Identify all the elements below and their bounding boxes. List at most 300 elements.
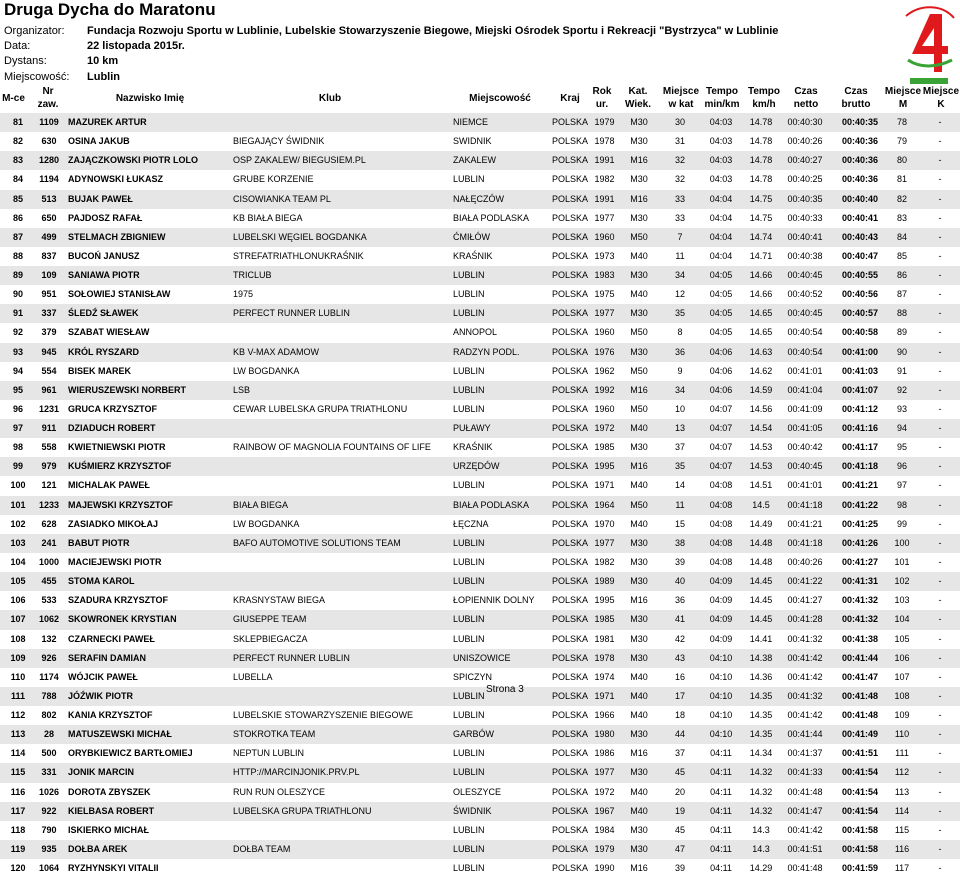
cell-year: 1971 <box>594 480 615 491</box>
cell-year: 1977 <box>594 537 615 548</box>
cell-bib: 961 <box>41 384 57 395</box>
cell-year: 1972 <box>594 423 615 434</box>
cell-place: 112 <box>10 710 26 721</box>
cell-place-m: 95 <box>896 442 907 453</box>
cell-place-cat: 32 <box>674 155 685 166</box>
cell-place: 81 <box>12 117 23 127</box>
cell-net-time: 00:41:44 <box>787 729 823 740</box>
cell-category: M16 <box>630 155 648 166</box>
info-row-place <box>4 70 778 85</box>
cell-name: GRUCA KRZYSZTOF <box>68 403 157 414</box>
cell-pace: 04:07 <box>709 423 733 434</box>
cell-year: 1995 <box>594 595 615 606</box>
cell-bib: 331 <box>41 767 57 778</box>
cell-place-cat: 32 <box>674 174 685 185</box>
cell-place-k: - <box>938 461 942 472</box>
cell-country: POLSKA <box>552 710 589 721</box>
cell-place-cat: 19 <box>674 805 685 816</box>
cell-gross-time: 00:41:38 <box>841 633 879 644</box>
cell-name: BUJAK PAWEŁ <box>68 193 133 204</box>
cell-city: GARBÓW <box>453 729 495 740</box>
cell-place: 108 <box>10 633 26 644</box>
cell-net-time: 00:41:18 <box>787 537 823 548</box>
cell-net-time: 00:40:45 <box>787 461 823 472</box>
cell-place-k: - <box>938 499 942 510</box>
cell-name: CZARNECKI PAWEŁ <box>68 633 155 644</box>
table-row <box>0 228 960 247</box>
cell-place-k: - <box>938 270 942 281</box>
cell-category: M40 <box>630 710 648 721</box>
cell-place-cat: 36 <box>674 346 685 357</box>
cell-bib: 1231 <box>38 403 60 414</box>
cell-name: WÓJCIK PAWEŁ <box>68 671 138 682</box>
cell-city: KRAŚNIK <box>453 250 493 261</box>
cell-year: 1966 <box>594 710 615 721</box>
cell-speed: 14.41 <box>749 633 773 644</box>
cell-gross-time: 00:40:36 <box>841 136 879 147</box>
info-value: Lublin <box>87 70 120 83</box>
cell-place-k: - <box>938 729 942 740</box>
cell-category: M50 <box>630 403 648 414</box>
cell-place-cat: 13 <box>674 423 685 434</box>
table-row <box>0 591 960 610</box>
cell-country: POLSKA <box>552 767 589 778</box>
cell-city: LUBLIN <box>453 174 485 185</box>
cell-country: POLSKA <box>552 270 589 281</box>
cell-year: 1978 <box>594 652 615 663</box>
cell-pace: 04:05 <box>709 270 733 281</box>
cell-place-m: 101 <box>894 556 910 567</box>
cell-place-cat: 37 <box>674 442 685 453</box>
cell-name: BISEK MAREK <box>68 365 132 376</box>
cell-pace: 04:08 <box>709 499 733 510</box>
cell-country: POLSKA <box>552 423 589 434</box>
cell-net-time: 00:40:52 <box>787 289 823 300</box>
cell-place: 115 <box>10 767 26 778</box>
cell-place-k: - <box>938 117 942 127</box>
cell-year: 1977 <box>594 308 615 319</box>
cell-gross-time: 00:41:07 <box>841 384 879 395</box>
cell-place-cat: 45 <box>674 767 685 778</box>
cell-club: SKLEPBIEGACZA <box>233 633 308 644</box>
cell-place-m: 86 <box>896 270 907 281</box>
cell-speed: 14.54 <box>749 423 773 434</box>
cell-name: MATUSZEWSKI MICHAŁ <box>68 729 172 740</box>
cell-year: 1970 <box>594 518 615 529</box>
cell-club: PERFECT RUNNER LUBLIN <box>233 652 350 663</box>
cell-pace: 04:05 <box>709 308 733 319</box>
cell-place: 96 <box>12 403 23 414</box>
cell-net-time: 00:40:41 <box>787 231 823 242</box>
cell-category: M30 <box>630 136 648 147</box>
cell-pace: 04:11 <box>710 748 732 759</box>
cell-year: 1983 <box>594 270 615 281</box>
table-row <box>0 515 960 534</box>
cell-city: SWIDNIK <box>453 136 492 147</box>
cell-name: ZASIADKO MIKOŁAJ <box>68 518 158 529</box>
cell-place-m: 113 <box>894 786 910 797</box>
table-row <box>0 840 960 859</box>
cell-name: MACIEJEWSKI PIOTR <box>68 556 162 567</box>
table-row <box>0 821 960 840</box>
table-row <box>0 304 960 323</box>
cell-city: LUBLIN <box>453 270 485 281</box>
cell-place-cat: 8 <box>677 327 683 338</box>
cell-gross-time: 00:40:40 <box>841 193 879 204</box>
cell-bib: 109 <box>41 270 57 281</box>
cell-bib: 922 <box>41 805 57 816</box>
cell-pace: 04:11 <box>710 863 732 874</box>
cell-gross-time: 00:40:47 <box>841 250 879 261</box>
cell-place-m: 80 <box>896 155 907 166</box>
cell-place-k: - <box>938 805 942 816</box>
cell-gross-time: 00:40:58 <box>841 327 879 338</box>
cell-place-cat: 30 <box>674 117 685 127</box>
cell-bib: 533 <box>41 595 57 606</box>
cell-club: NEPTUN LUBLIN <box>233 748 305 759</box>
cell-place-k: - <box>938 595 942 606</box>
cell-year: 1960 <box>594 403 615 414</box>
cell-net-time: 00:41:51 <box>787 843 823 854</box>
cell-place: 104 <box>10 556 26 567</box>
header-net-time: Czas netto <box>793 86 819 110</box>
cell-speed: 14.48 <box>749 556 773 567</box>
cell-gross-time: 00:41:27 <box>841 556 879 567</box>
table-row <box>0 170 960 189</box>
cell-pace: 04:09 <box>709 576 733 587</box>
cell-gross-time: 00:40:57 <box>841 308 879 319</box>
cell-country: POLSKA <box>552 155 589 166</box>
cell-place-k: - <box>938 671 942 682</box>
cell-bib: 837 <box>41 250 57 261</box>
cell-place-cat: 15 <box>674 518 685 529</box>
cell-place-m: 97 <box>896 480 907 491</box>
cell-place: 109 <box>10 652 26 663</box>
header-speed: Tempo km/h <box>747 86 781 110</box>
cell-speed: 14.56 <box>749 403 773 414</box>
cell-net-time: 00:41:01 <box>787 480 823 491</box>
cell-place-k: - <box>938 289 942 300</box>
cell-net-time: 00:41:09 <box>787 403 823 414</box>
cell-net-time: 00:40:45 <box>787 270 823 281</box>
table-row <box>0 802 960 821</box>
cell-country: POLSKA <box>552 614 589 625</box>
cell-name: PAJDOSZ RAFAŁ <box>68 212 143 223</box>
cell-place-k: - <box>938 327 942 338</box>
cell-place-k: - <box>938 633 942 644</box>
cell-country: POLSKA <box>552 518 589 529</box>
cell-gross-time: 00:41:54 <box>841 805 879 816</box>
cell-place-m: 93 <box>896 403 907 414</box>
cell-name: MAJEWSKI KRZYSZTOF <box>68 499 173 510</box>
cell-pace: 04:10 <box>709 710 733 721</box>
cell-category: M30 <box>630 576 648 587</box>
cell-net-time: 00:41:05 <box>787 423 823 434</box>
cell-place-k: - <box>938 423 942 434</box>
cell-year: 1971 <box>594 690 615 701</box>
cell-pace: 04:11 <box>710 824 732 835</box>
table-row <box>0 209 960 228</box>
cell-club: DOŁBA TEAM <box>233 843 291 854</box>
cell-place-k: - <box>938 556 942 567</box>
cell-net-time: 00:40:26 <box>787 556 823 567</box>
cell-name: MAZUREK ARTUR <box>68 117 147 127</box>
cell-category: M30 <box>630 556 648 567</box>
cell-year: 1989 <box>594 576 615 587</box>
cell-place-m: 81 <box>896 174 907 185</box>
cell-place: 91 <box>12 308 23 319</box>
cell-country: POLSKA <box>552 824 589 835</box>
cell-speed: 14.71 <box>749 250 773 261</box>
cell-bib: 945 <box>41 346 57 357</box>
cell-club: LUBELSKI WĘGIEL BOGDANKA <box>233 231 367 242</box>
cell-city: LUBLIN <box>453 748 485 759</box>
header-category: Kat. Wiek. <box>624 86 652 110</box>
cell-net-time: 00:41:27 <box>787 595 823 606</box>
cell-place-m: 78 <box>896 117 907 127</box>
cell-place: 87 <box>12 231 23 242</box>
cell-club: RAINBOW OF MAGNOLIA FOUNTAINS OF LIFE <box>233 442 431 453</box>
cell-place-cat: 31 <box>674 136 685 147</box>
cell-name: RYZHYNSKYI VITALII <box>68 863 159 874</box>
cell-place-m: 107 <box>894 671 910 682</box>
cell-club: LUBELLA <box>233 671 273 682</box>
cell-pace: 04:08 <box>709 480 733 491</box>
cell-pace: 04:04 <box>709 193 733 204</box>
cell-country: POLSKA <box>552 786 589 797</box>
table-row <box>0 247 960 266</box>
cell-gross-time: 00:41:51 <box>841 748 879 759</box>
cell-place-m: 104 <box>894 614 910 625</box>
table-row <box>0 534 960 553</box>
cell-category: M30 <box>630 346 648 357</box>
cell-net-time: 00:40:35 <box>787 193 823 204</box>
cell-club: STOKROTKA TEAM <box>233 729 316 740</box>
cell-place-k: - <box>938 442 942 453</box>
cell-year: 1992 <box>594 384 615 395</box>
cell-speed: 14.66 <box>749 270 773 281</box>
cell-country: POLSKA <box>552 250 589 261</box>
cell-city: ZAKALEW <box>453 155 497 166</box>
cell-bib: 132 <box>41 633 57 644</box>
cell-place-cat: 7 <box>677 231 683 242</box>
cell-pace: 04:04 <box>709 212 733 223</box>
cell-year: 1967 <box>594 805 615 816</box>
cell-name: JONIK MARCIN <box>68 767 135 778</box>
cell-category: M16 <box>630 863 648 874</box>
cell-place: 98 <box>12 442 23 453</box>
cell-place-k: - <box>938 480 942 491</box>
table-row <box>0 132 960 151</box>
cell-pace: 04:06 <box>709 365 733 376</box>
cell-pace: 04:05 <box>709 289 733 300</box>
cell-country: POLSKA <box>552 117 589 127</box>
cell-city: SPICZYN <box>453 671 493 682</box>
table-row <box>0 649 960 668</box>
table-row <box>0 687 960 706</box>
table-header <box>0 85 960 113</box>
cell-pace: 04:11 <box>710 805 732 816</box>
cell-place: 88 <box>12 250 23 261</box>
cell-net-time: 00:41:42 <box>787 652 823 663</box>
cell-place-m: 100 <box>894 537 910 548</box>
cell-pace: 04:03 <box>709 136 733 147</box>
cell-bib: 802 <box>41 710 57 721</box>
cell-city: LUBLIN <box>453 537 485 548</box>
cell-city: URZĘDÓW <box>453 461 500 472</box>
header-club: Klub <box>318 93 342 104</box>
cell-place-m: 106 <box>894 652 910 663</box>
cell-gross-time: 00:41:48 <box>841 710 879 721</box>
cell-speed: 14.63 <box>749 346 773 357</box>
cell-place: 95 <box>12 384 23 395</box>
cell-bib: 1064 <box>38 863 60 874</box>
cell-net-time: 00:40:33 <box>787 212 823 223</box>
table-row <box>0 572 960 591</box>
cell-name: SZADURA KRZYSZTOF <box>68 595 168 606</box>
cell-name: ŚLEDŹ SŁAWEK <box>68 308 139 319</box>
cell-bib: 911 <box>41 423 57 434</box>
cell-place-m: 96 <box>896 461 907 472</box>
cell-gross-time: 00:41:58 <box>841 824 879 835</box>
table-row <box>0 285 960 304</box>
cell-net-time: 00:40:38 <box>787 250 823 261</box>
table-row <box>0 457 960 476</box>
cell-club: LSB <box>233 384 251 395</box>
header-place-k: Miejsce K <box>922 86 960 110</box>
cell-year: 1991 <box>594 193 615 204</box>
cell-country: POLSKA <box>552 748 589 759</box>
cell-place-m: 92 <box>896 384 907 395</box>
header-place-cat: Miejsce w kat <box>662 86 700 110</box>
cell-city: LUBLIN <box>453 289 485 300</box>
cell-name: ADYNOWSKI ŁUKASZ <box>68 174 163 185</box>
cell-name: SANIAWA PIOTR <box>68 270 140 281</box>
cell-city: NIEMCE <box>453 117 489 127</box>
cell-net-time: 00:41:48 <box>787 786 823 797</box>
cell-name: DOROTA ZBYSZEK <box>68 786 151 797</box>
info-row-date <box>4 39 778 54</box>
cell-gross-time: 00:41:18 <box>841 461 879 472</box>
cell-speed: 14.5 <box>752 499 770 510</box>
info-label: Organizator: <box>4 25 65 38</box>
cell-name: DZIADUCH ROBERT <box>68 423 156 434</box>
cell-category: M30 <box>630 270 648 281</box>
cell-place-k: - <box>938 403 942 414</box>
cell-category: M30 <box>630 174 648 185</box>
cell-place-cat: 20 <box>674 786 685 797</box>
cell-club: CEWAR LUBELSKA GRUPA TRIATHLONU <box>233 403 408 414</box>
table-row <box>0 725 960 744</box>
cell-bib: 499 <box>41 231 57 242</box>
cell-pace: 04:04 <box>709 250 733 261</box>
cell-name: OSINA JAKUB <box>68 136 130 147</box>
cell-city: LUBLIN <box>453 843 485 854</box>
cell-place-m: 88 <box>896 308 907 319</box>
cell-category: M40 <box>630 250 648 261</box>
cell-club: HTTP://MARCINJONIK.PRV.PL <box>233 767 360 778</box>
cell-city: LUBLIN <box>453 365 485 376</box>
cell-speed: 14.53 <box>749 461 773 472</box>
cell-bib: 1233 <box>38 499 60 510</box>
info-value: Fundacja Rozwoju Sportu w Lublinie, Lubelskie Stowarzyszenie Biegowe, Miejski Ośrodek Sportu i Rekreacji "Bystrzyca" w Lublinie <box>87 25 779 38</box>
cell-place: 94 <box>12 365 23 376</box>
cell-pace: 04:06 <box>709 384 733 395</box>
table-row <box>0 706 960 725</box>
cell-name: SERAFIN DAMIAN <box>68 652 146 663</box>
table-row <box>0 113 960 132</box>
cell-place-cat: 9 <box>677 365 683 376</box>
cell-category: M30 <box>630 633 648 644</box>
cell-place-k: - <box>938 174 942 185</box>
cell-name: ORYBKIEWICZ BARTŁOMIEJ <box>68 748 193 759</box>
cell-place-cat: 11 <box>675 250 685 261</box>
cell-category: M50 <box>630 327 648 338</box>
cell-net-time: 00:40:27 <box>787 155 823 166</box>
cell-country: POLSKA <box>552 461 589 472</box>
cell-net-time: 00:41:21 <box>787 518 823 529</box>
cell-place-m: 82 <box>896 193 907 204</box>
cell-name: STELMACH ZBIGNIEW <box>68 231 166 242</box>
cell-place: 103 <box>10 537 26 548</box>
cell-net-time: 00:41:48 <box>787 863 823 874</box>
cell-speed: 14.53 <box>749 442 773 453</box>
cell-gross-time: 00:41:26 <box>841 537 879 548</box>
cell-pace: 04:07 <box>709 403 733 414</box>
cell-net-time: 00:41:01 <box>787 365 823 376</box>
event-logo <box>900 2 958 88</box>
cell-pace: 04:10 <box>709 652 733 663</box>
cell-city: LUBLIN <box>453 384 485 395</box>
cell-city: LUBLIN <box>453 403 485 414</box>
cell-category: M16 <box>630 461 648 472</box>
cell-gross-time: 00:40:35 <box>841 117 879 127</box>
cell-place-cat: 33 <box>674 193 685 204</box>
cell-pace: 04:04 <box>709 231 733 242</box>
cell-name: BABUT PIOTR <box>68 537 130 548</box>
cell-place: 89 <box>12 270 23 281</box>
cell-place-cat: 33 <box>674 212 685 223</box>
cell-net-time: 00:40:45 <box>787 308 823 319</box>
cell-category: M30 <box>630 212 648 223</box>
cell-category: M16 <box>630 748 648 759</box>
cell-club: KRASNYSTAW BIEGA <box>233 595 326 606</box>
table-row <box>0 400 960 419</box>
cell-place: 86 <box>12 212 23 223</box>
cell-place: 99 <box>12 461 23 472</box>
cell-city: LUBLIN <box>453 690 485 701</box>
cell-place: 97 <box>12 423 23 434</box>
cell-club: LUBELSKA GRUPA TRIATHLONU <box>233 805 372 816</box>
cell-year: 1982 <box>594 556 615 567</box>
cell-country: POLSKA <box>552 174 589 185</box>
cell-year: 1973 <box>594 250 615 261</box>
cell-place-cat: 34 <box>674 270 685 281</box>
cell-country: POLSKA <box>552 537 589 548</box>
cell-name: MICHALAK PAWEŁ <box>68 480 150 491</box>
cell-country: POLSKA <box>552 633 589 644</box>
cell-city: LUBLIN <box>453 480 485 491</box>
cell-place-m: 110 <box>894 729 910 740</box>
cell-place: 85 <box>12 193 23 204</box>
cell-place-m: 108 <box>894 690 910 701</box>
cell-place-k: - <box>938 652 942 663</box>
cell-city: PUŁAWY <box>453 423 491 434</box>
cell-gross-time: 00:41:21 <box>841 480 879 491</box>
cell-city: UNISZOWICE <box>453 652 511 663</box>
cell-place-k: - <box>938 231 942 242</box>
cell-city: NAŁĘCZÓW <box>453 193 505 204</box>
